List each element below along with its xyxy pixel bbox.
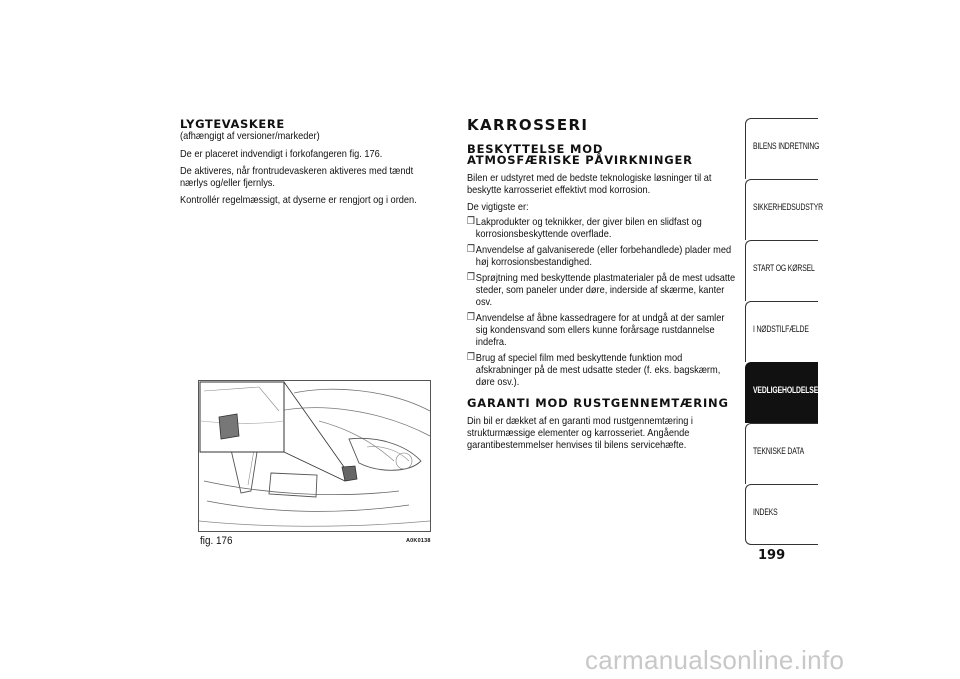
left-column: [180, 118, 425, 211]
paragraph-location: De er placeret indvendigt i forkofangeren fig. 176.: [180, 148, 383, 160]
heading-protection: BESKYTTELSE MOD ATMOSFÆRISKE PÅVIRKNINGER: [467, 142, 693, 167]
tab-label: SIKKERHEDSUDSTYR: [753, 202, 823, 213]
tab-label: BILENS INDRETNING: [753, 141, 820, 152]
figure-caption: fig. 176: [200, 535, 233, 547]
bullet-list: [467, 216, 736, 388]
paragraph-activation: De aktiveres, når frontrudevaskeren aktiveres med tændt nærlys og/eller fjernlys.: [180, 165, 414, 189]
intro-paragraph: Bilen er udstyret med de bedste teknologiske løsninger til at beskytte karrosseriet effektivt mod korrosion.: [467, 172, 712, 196]
figure-code: A0K0138: [406, 538, 431, 544]
tab-tekniske-data[interactable]: [745, 423, 818, 484]
warranty-paragraph: Din bil er dækket af en garanti mod rustgennemtæring i strukturmæssige elementer og karrosseriet. Angående garantibestemmelser henvises til bilens servicehæfte.: [467, 415, 693, 451]
list-item: ❒ Anvendelse af galvaniserede (eller forbehandlede) plader med høj korrosionsbestandighed.: [467, 244, 732, 268]
tab-label: TEKNISKE DATA: [753, 446, 805, 457]
watermark: carmanualsonline.info: [585, 645, 845, 675]
checkbox-bullet-icon: ❒: [467, 312, 475, 323]
tab-label: START OG KØRSEL: [753, 263, 815, 274]
list-item: ❒ Sprøjtning med beskyttende plastmaterialer på de mest udsatte steder, som paneler under døre, inderside af skærme, kanter osv.: [467, 272, 736, 308]
tab-start-og-korsel[interactable]: [745, 240, 818, 301]
lygtevaskere-subheading: (afhængigt af versioner/markeder): [180, 130, 320, 142]
lead-text: De vigtigste er:: [467, 201, 529, 213]
tab-label: I NØDSTILFÆLDE: [753, 324, 809, 335]
chapter-tabs: [745, 118, 823, 545]
lygtevaskere-heading: LYGTEVASKERE: [180, 117, 285, 131]
tab-indeks[interactable]: [745, 484, 818, 545]
tab-i-nodstilfaelde[interactable]: [745, 301, 818, 362]
list-item: ❒ Brug af speciel film med beskyttende funktion mod afskrabninger på de mest udsatte steder (f. eks. bagskærm, døre osv.).: [467, 352, 721, 388]
list-item: ❒ Anvendelse af åbne kassedragere for at undgå at der samler sig kondensvand som ellers kunne forårsage rustdannelse indefra.: [467, 312, 725, 348]
tab-vedligeholdelse[interactable]: [745, 362, 818, 423]
checkbox-bullet-icon: ❒: [467, 272, 475, 283]
heading-warranty: GARANTI MOD RUSTGENNEMTÆRING: [467, 396, 729, 410]
section-title: KARROSSERI: [467, 116, 589, 134]
tab-label: INDEKS: [753, 507, 778, 518]
tab-label: VEDLIGEHOLDELSE: [753, 385, 819, 396]
paragraph-check: Kontrollér regelmæssigt, at dyserne er rengjort og i orden.: [180, 194, 417, 206]
list-item: ❒ Lakprodukter og teknikker, der giver bilen en slidfast og korrosionsbeskyttende overflade.: [467, 216, 702, 240]
figure-176: [198, 380, 431, 532]
tab-sikkerhedsudstyr[interactable]: [745, 179, 823, 240]
right-column: [467, 116, 736, 456]
tab-bilens-indretning[interactable]: [745, 118, 818, 179]
checkbox-bullet-icon: ❒: [467, 216, 475, 227]
checkbox-bullet-icon: ❒: [467, 352, 475, 363]
car-front-illustration: [199, 381, 430, 531]
page-number: 199: [758, 548, 786, 563]
checkbox-bullet-icon: ❒: [467, 244, 475, 255]
